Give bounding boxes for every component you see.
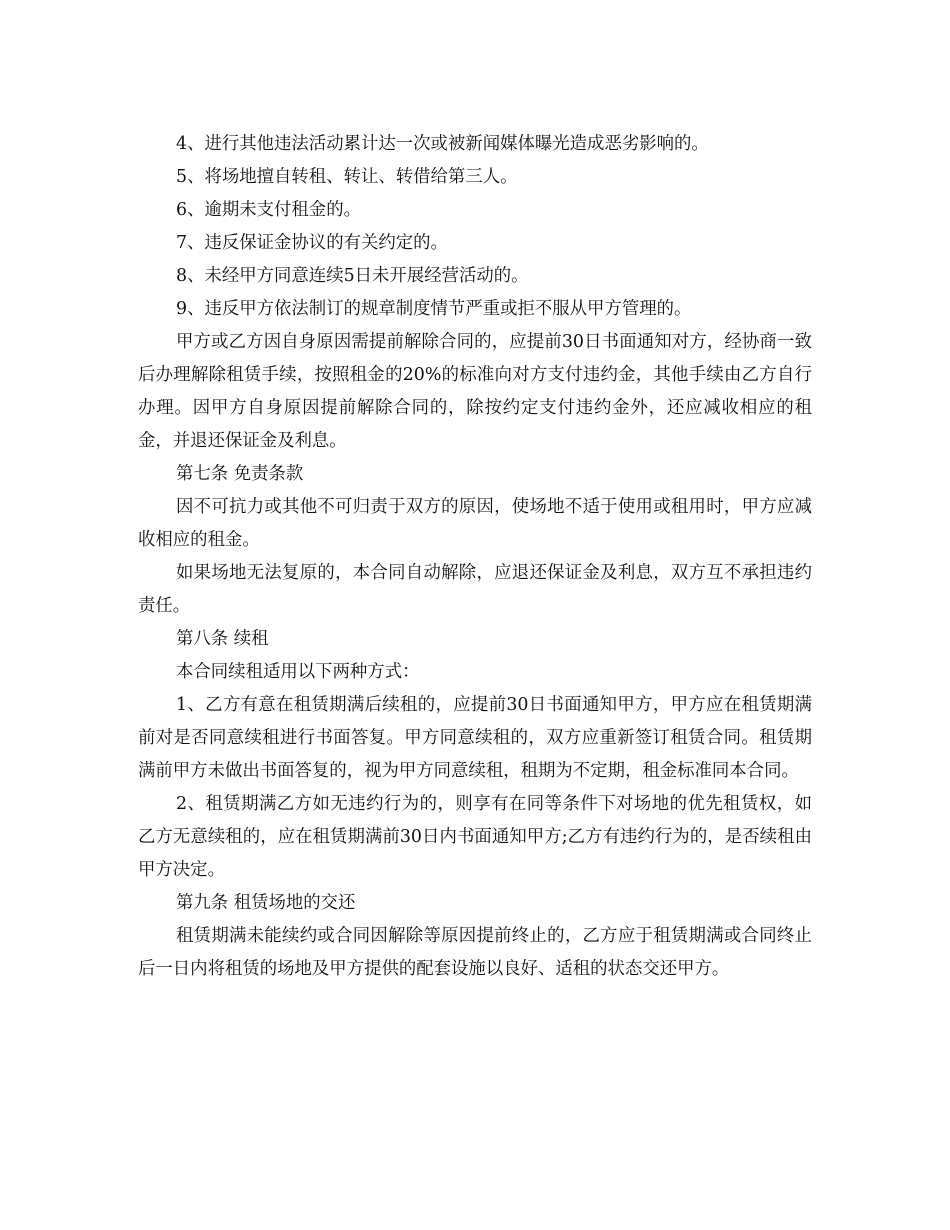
renewal-option-1: 1、乙方有意在租赁期满后续租的，应提前30日书面通知甲方，甲方应在租赁期满前对是否同意续租进行书面答复。甲方同意续租的，双方应重新签订租赁合同。租赁期满前甲方未做出书面答复的，视为甲方同意续租，租期为不定期，租金标准同本合同。 — [138, 695, 812, 781]
clause-item-7: 7、违反保证金协议的有关约定的。 — [176, 233, 448, 253]
return-of-premises-paragraph: 租赁期满未能续约或合同因解除等原因提前终止的，乙方应于租赁期满或合同终止后一日内将租赁的场地及甲方提供的配套设施以良好、适租的状态交还甲方。 — [138, 926, 812, 979]
article-7-heading: 第七条 免责条款 — [176, 464, 304, 484]
automatic-termination-paragraph: 如果场地无法复原的，本合同自动解除，应退还保证金及利息，双方互不承担违约责任。 — [138, 563, 812, 616]
clause-item-6: 6、逾期未支付租金的。 — [176, 200, 361, 220]
clause-item-8: 8、未经甲方同意连续5日未开展经营活动的。 — [176, 266, 529, 286]
renewal-intro-paragraph: 本合同续租适用以下两种方式： — [176, 662, 420, 682]
article-8-heading: 第八条 续租 — [176, 629, 269, 649]
early-termination-paragraph: 甲方或乙方因自身原因需提前解除合同的，应提前30日书面通知对方，经协商一致后办理解除租赁手续，按照租金的20%的标准向对方支付违约金，其他手续由乙方自行办理。因甲方自身原因提前解除合同的，除按约定支付违约金外，还应减收相应的租金，并退还保证金及利息。 — [138, 332, 812, 451]
clause-item-4: 4、进行其他违法活动累计达一次或被新闻媒体曝光造成恶劣影响的。 — [176, 134, 709, 154]
force-majeure-paragraph: 因不可抗力或其他不可归责于双方的原因，使场地不适于使用或租用时，甲方应减收相应的租金。 — [138, 497, 812, 550]
renewal-option-2: 2、租赁期满乙方如无违约行为的，则享有在同等条件下对场地的优先租赁权，如乙方无意续租的，应在租赁期满前30日内书面通知甲方;乙方有违约行为的，是否续租由甲方决定。 — [138, 794, 812, 880]
clause-item-5: 5、将场地擅自转租、转让、转借给第三人。 — [176, 167, 518, 187]
article-9-heading: 第九条 租赁场地的交还 — [176, 893, 356, 913]
clause-item-9: 9、违反甲方依法制订的规章制度情节严重或拒不服从甲方管理的。 — [176, 299, 692, 319]
document-body — [138, 128, 812, 986]
